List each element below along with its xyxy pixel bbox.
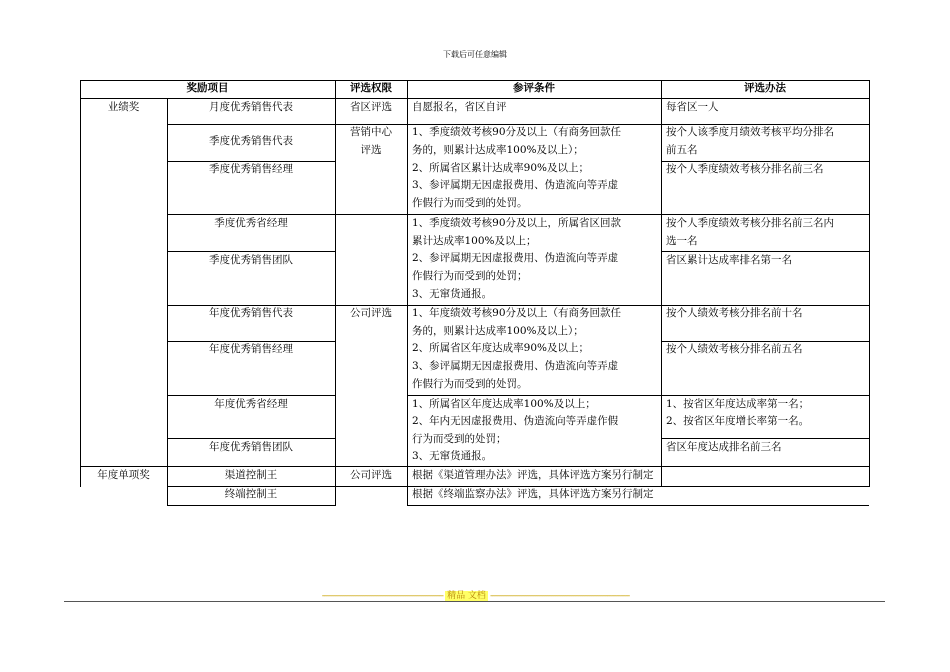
award-name: 年度优秀省经理 [214,398,288,410]
footer-dashes-left: ------------------------------------------------------ [321,591,444,601]
criteria-line: 务的，则累计达成率100%及以上）； [412,325,584,337]
method-line: 按个人绩效考核分排名前十名 [666,307,803,319]
award-name: 季度优秀销售经理 [209,163,293,175]
authority-marketing-line2: 评选 [360,144,382,156]
method-line: 2、按省区年度增长率第一名。 [666,415,810,427]
criteria-line: 2、年内无因虚报费用、伪造流向等弄虚作假 [412,415,619,427]
method-line: 前五名 [666,144,698,156]
method-line: 省区累计达成率排名第一名 [666,254,792,266]
award-name: 渠道控制王 [224,469,278,481]
method-line: 省区年度达成排名前三名 [666,441,782,453]
method-line: 1、按省区年度达成率第一名； [666,398,810,410]
criteria-monthly: 自愿报名，省区自评 [412,101,507,113]
criteria-line: 1、所属省区年度达成率100%及以上； [412,398,596,410]
table-rule [407,505,869,506]
criteria-line: 累计达成率100%及以上； [412,235,537,247]
criteria-channel: 根据《渠道管理办法》评选，具体评选方案另行制定 [412,469,654,481]
header-method: 评选办法 [744,82,786,94]
criteria-line: 3、无窜货通报。 [412,450,493,462]
category-annual-single: 年度单项奖 [97,469,150,481]
table-rule [167,505,335,506]
criteria-line: 务的，则累计达成率100%及以上）； [412,144,584,156]
award-name: 季度优秀销售代表 [209,135,293,147]
table-rule [407,80,408,506]
award-name: 年度优秀销售经理 [209,343,293,355]
header-authority: 评选权限 [350,82,392,94]
method-line: 每省区一人 [666,101,719,113]
authority-province: 省区评选 [350,101,392,113]
criteria-line: 2、所属省区累计达成率90%及以上； [412,162,590,174]
award-name: 月度优秀销售代表 [209,101,293,113]
method-line: 按个人季度绩效考核分排名前三名内 [666,217,834,229]
criteria-line: 3、无窜货通报。 [412,288,493,300]
header-criteria: 参评条件 [513,82,555,94]
authority-company: 公司评选 [350,307,392,319]
award-name: 年度优秀销售代表 [209,307,293,319]
table-rule [869,80,870,487]
header-award-item: 奖励项目 [186,82,229,94]
award-name: 年度优秀销售团队 [209,441,293,453]
authority-company: 公司评选 [350,469,392,481]
criteria-line: 3、参评属期无因虚报费用、伪造流向等弄虚 [412,360,619,372]
footer-dashes-right: -------------------------------------------------------------- [489,591,630,601]
footer-label: 精品 文档 [447,591,486,601]
header-note: 下载后可任意编辑 [443,50,507,59]
category-performance: 业绩奖 [107,101,140,113]
award-name: 终端控制王 [224,488,278,500]
criteria-line: 1、年度绩效考核90分及以上（有商务回款任 [412,307,622,319]
table-rule [80,80,81,487]
footer-watermark [240,588,711,601]
criteria-line: 作假行为而受到的处罚。 [412,197,528,209]
criteria-line: 1、季度绩效考核90分及以上（有商务回款任 [412,126,622,138]
award-name: 季度优秀销售团队 [209,254,293,266]
criteria-line: 行为而受到的处罚； [412,433,507,445]
criteria-line: 2、所属省区年度达成率90%及以上； [412,342,590,354]
footer-rule [64,601,885,602]
table-rule [661,80,662,487]
method-line: 按个人绩效考核分排名前五名 [666,343,803,355]
criteria-line: 作假行为而受到的处罚。 [412,378,528,390]
criteria-line: 2、参评属期无因虚报费用、伪造流向等弄虚 [412,252,619,264]
method-line: 按个人季度绩效考核分排名前三名 [666,163,824,175]
authority-marketing-line1: 营销中心 [350,126,392,138]
criteria-line: 1、季度绩效考核90分及以上，所属省区回款 [412,217,622,229]
method-line: 按个人该季度月绩效考核平均分排名 [666,126,834,138]
criteria-terminal: 根据《终端监察办法》评选，具体评选方案另行制定 [412,488,654,500]
method-line: 选一名 [666,235,698,247]
award-name: 季度优秀省经理 [214,217,288,229]
criteria-line: 3、参评属期无因虚报费用、伪造流向等弄虚 [412,179,619,191]
criteria-line: 作假行为而受到的处罚； [412,270,528,282]
